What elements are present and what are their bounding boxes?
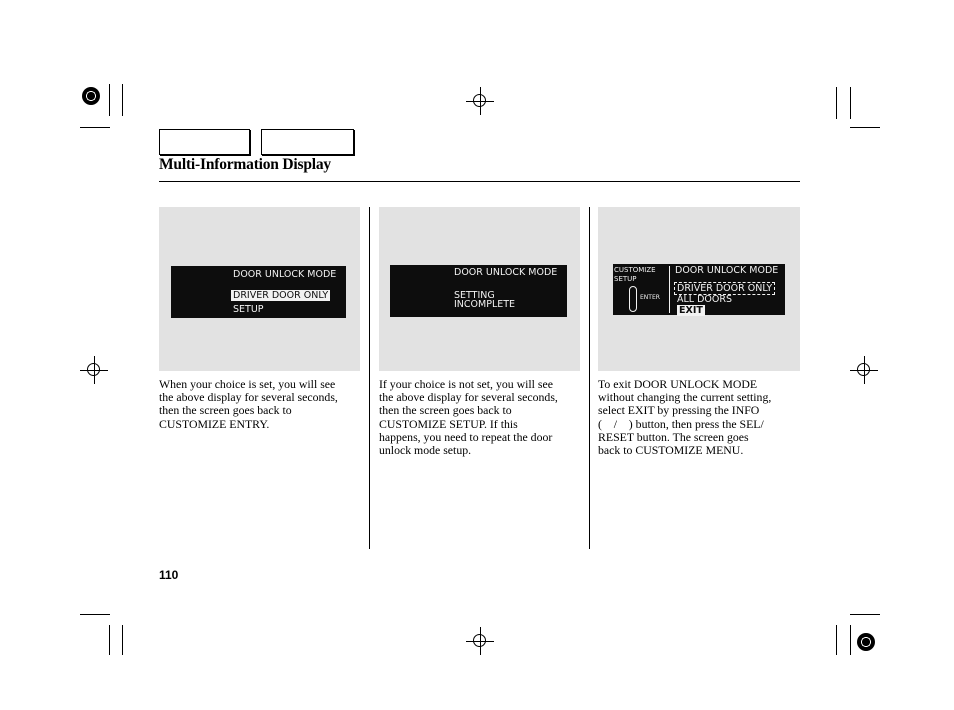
lcd-line: INCOMPLETE: [454, 299, 516, 310]
crop-mark: [80, 127, 110, 128]
crop-mark: [109, 84, 110, 116]
lcd-exit-line: EXIT: [679, 305, 703, 316]
header-tab-1: [159, 129, 250, 155]
crosshair-mark-left: [80, 356, 108, 384]
crop-mark: [850, 87, 851, 119]
column-divider: [369, 207, 370, 549]
lcd-option-line: ALL DOORS: [677, 294, 733, 305]
lcd-line: DOOR UNLOCK MODE: [675, 265, 779, 276]
lcd-line: SETTING: [454, 290, 495, 301]
caption-text-2: If your choice is not set, you will see the above display for several seconds, then the screen goes back to CUSTOMIZE SETUP. If this happens, you need to repeat the door unlock mode setup.: [379, 377, 558, 458]
registration-target-bottom-right: [857, 633, 875, 651]
crop-mark: [836, 625, 837, 655]
crop-mark: [850, 127, 880, 128]
display-panel-1: [159, 207, 360, 371]
crop-mark: [122, 625, 123, 655]
column-divider: [589, 207, 590, 549]
caption-text-1: When your choice is set, you will see the above display for several seconds, then the screen goes back to CUSTOMIZE ENTRY.: [159, 377, 338, 431]
lcd-line: SETUP: [233, 304, 264, 315]
divider: [669, 266, 670, 313]
lcd-highlight-line: DRIVER DOOR ONLY: [233, 290, 329, 301]
crosshair-mark-top: [466, 87, 494, 115]
lcd-screen-2: [390, 265, 567, 317]
crop-mark: [109, 625, 110, 655]
lcd-side-label: CUSTOMIZE: [614, 266, 656, 274]
lcd-side-label: ENTER: [640, 294, 660, 301]
display-panel-2: [379, 207, 580, 371]
crop-mark: [850, 614, 880, 615]
lcd-line: DOOR UNLOCK MODE: [233, 269, 337, 280]
crop-mark: [122, 84, 123, 116]
updown-knob-icon: [629, 286, 637, 312]
lcd-line: DOOR UNLOCK MODE: [454, 267, 558, 278]
crop-mark: [80, 614, 110, 615]
header-rule: [159, 181, 800, 182]
display-panel-3: [598, 207, 800, 371]
registration-target-top-left: [82, 87, 100, 105]
crop-mark: [850, 625, 851, 655]
section-title: Multi-Information Display: [159, 156, 331, 173]
lcd-side-label: SETUP: [614, 275, 637, 283]
crosshair-mark-bottom: [466, 627, 494, 655]
lcd-screen-1: [171, 266, 346, 318]
caption-text-3: To exit DOOR UNLOCK MODE without changing the current setting, select EXIT by pressing the INFO ( / ) button, then press the SEL/ RESET button. The screen goes back to CUSTOMIZE MENU.: [598, 377, 772, 458]
crop-mark: [836, 87, 837, 119]
crosshair-mark-right: [850, 356, 878, 384]
lcd-screen-3: [613, 264, 785, 315]
lcd-option-line: DRIVER DOOR ONLY: [677, 283, 773, 294]
page-number: 110: [159, 568, 179, 582]
header-tab-2: [261, 129, 354, 155]
